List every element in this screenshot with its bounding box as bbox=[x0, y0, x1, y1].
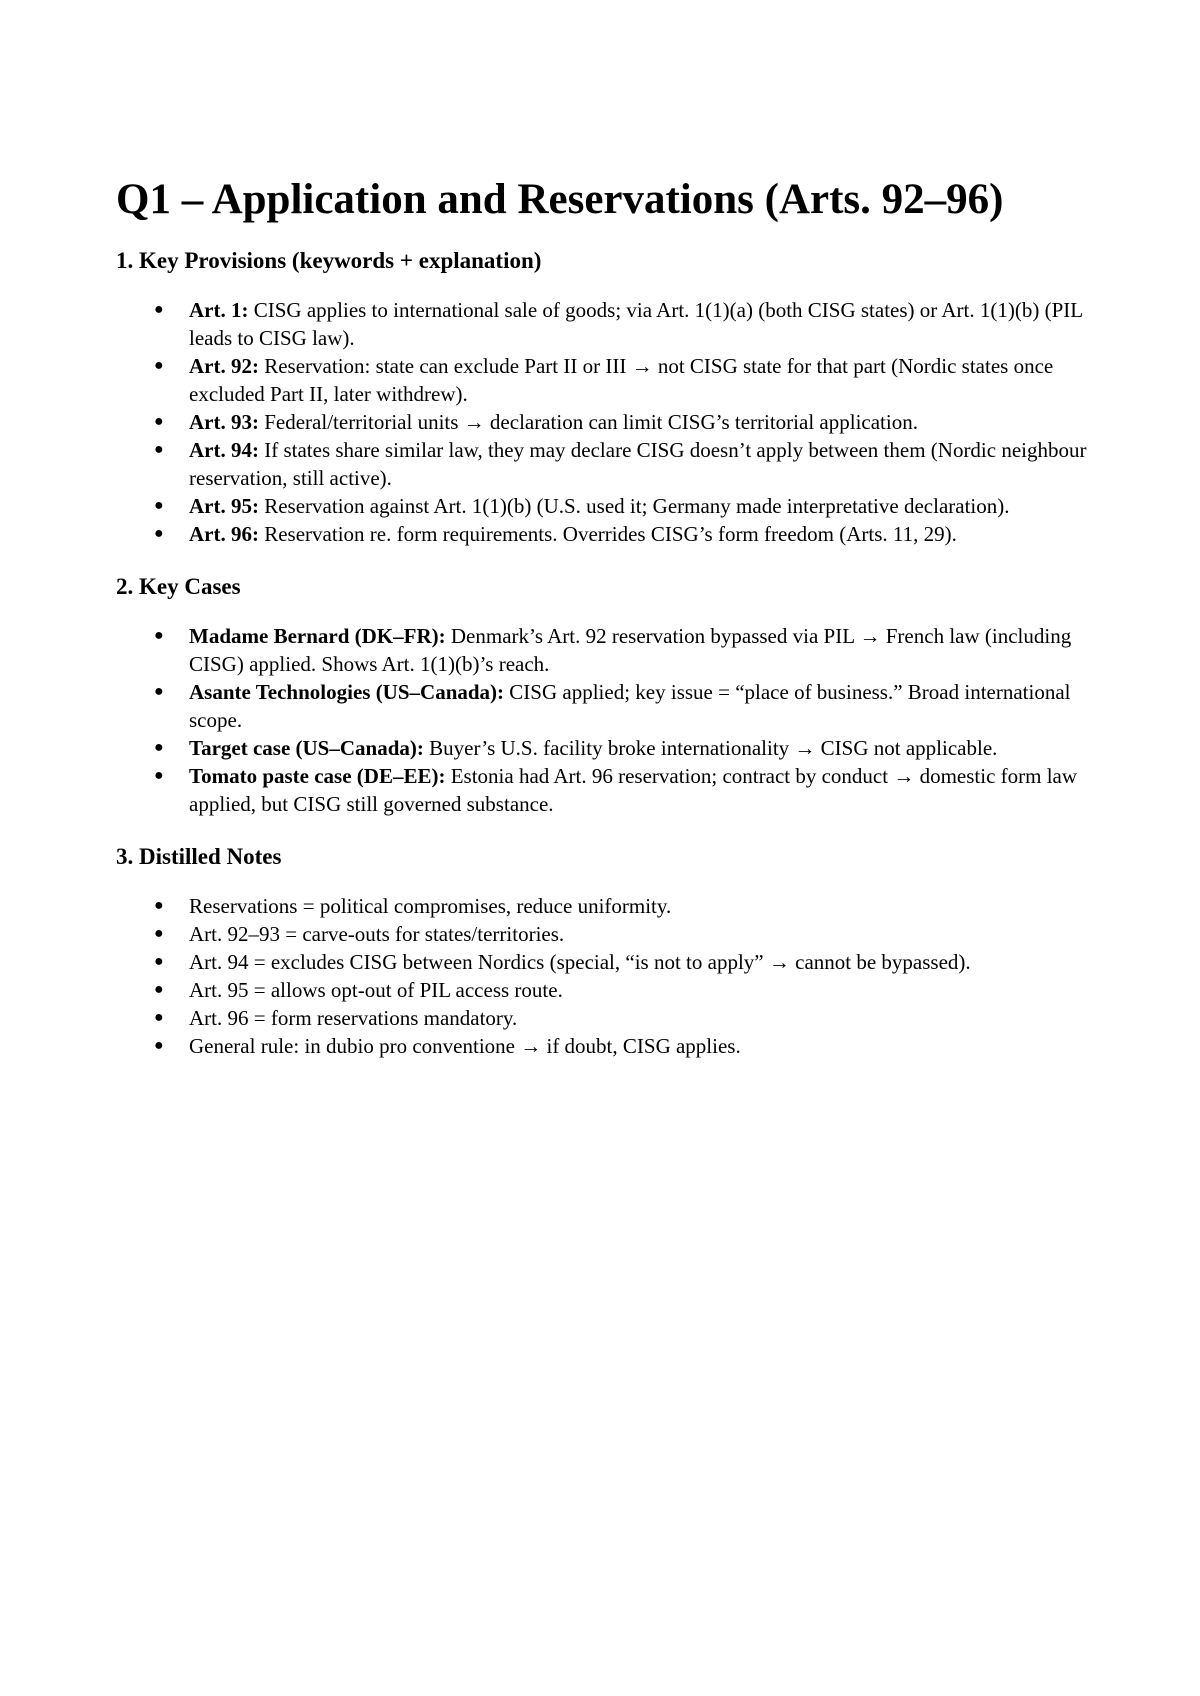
provisions-list bbox=[116, 296, 1096, 548]
bullet-icon: ● bbox=[154, 767, 164, 784]
bullet-icon: ● bbox=[154, 357, 164, 374]
section-heading: 3. Distilled Notes bbox=[116, 844, 282, 869]
item-text: Art. 95 = allows opt-out of PIL access route. bbox=[189, 978, 563, 1002]
item-label: Art. 93: bbox=[189, 410, 259, 434]
document-title: Q1 – Application and Reservations (Arts. 92–96) bbox=[116, 176, 1004, 223]
bullet-icon: ● bbox=[154, 981, 164, 998]
list-item bbox=[116, 352, 1096, 408]
item-text: Reservation re. form requirements. Overrides CISG’s form freedom (Arts. 11, 29). bbox=[258, 522, 957, 546]
item-label: Target case (US–Canada): bbox=[189, 736, 424, 760]
bullet-icon: ● bbox=[154, 413, 164, 430]
item-text: Buyer’s U.S. facility broke internationality → CISG not applicable. bbox=[423, 736, 998, 760]
cases-list bbox=[116, 622, 1096, 818]
section-heading: 1. Key Provisions (keywords + explanation) bbox=[116, 248, 542, 273]
list-item bbox=[116, 976, 1096, 1004]
bullet-icon: ● bbox=[154, 953, 164, 970]
list-item bbox=[116, 734, 1096, 762]
item-text: Art. 92–93 = carve-outs for states/territories. bbox=[189, 922, 565, 946]
item-text: CISG applies to international sale of goods; via Art. 1(1)(a) (both CISG states) or Art. 1(1)(b) (PIL leads to CISG law). bbox=[189, 298, 1083, 350]
item-text: Reservation: state can exclude Part II or III → not CISG state for that part (Nordic states once excluded Part II, later withdrew). bbox=[189, 354, 1054, 406]
section-heading: 2. Key Cases bbox=[116, 574, 241, 599]
item-text: CISG applied; key issue = “place of business.” Broad international scope. bbox=[189, 680, 1071, 732]
bullet-icon: ● bbox=[154, 739, 164, 756]
notes-list bbox=[116, 892, 1096, 1060]
bullet-icon: ● bbox=[154, 627, 164, 644]
section-distilled-notes bbox=[116, 842, 1096, 1060]
list-item bbox=[116, 920, 1096, 948]
item-label: Art. 96: bbox=[189, 522, 259, 546]
item-text: Reservation against Art. 1(1)(b) (U.S. used it; Germany made interpretative declaration). bbox=[258, 494, 1010, 518]
item-text: Federal/territorial units → declaration can limit CISG’s territorial application. bbox=[258, 410, 918, 434]
list-item bbox=[116, 296, 1096, 352]
item-text: Denmark’s Art. 92 reservation bypassed via PIL → French law (including CISG) applied. Shows Art. 1(1)(b)’s reach. bbox=[189, 624, 1072, 676]
bullet-icon: ● bbox=[154, 683, 164, 700]
item-label: Art. 1: bbox=[189, 298, 249, 322]
item-text: Reservations = political compromises, reduce uniformity. bbox=[189, 894, 672, 918]
bullet-icon: ● bbox=[154, 525, 164, 542]
item-label: Art. 92: bbox=[189, 354, 259, 378]
bullet-icon: ● bbox=[154, 1009, 164, 1026]
list-item bbox=[116, 948, 1096, 976]
list-item bbox=[116, 1032, 1096, 1060]
bullet-icon: ● bbox=[154, 897, 164, 914]
list-item bbox=[116, 1004, 1096, 1032]
list-item bbox=[116, 492, 1096, 520]
item-text: If states share similar law, they may declare CISG doesn’t apply between them (Nordic neighbour reservation, still active). bbox=[189, 438, 1087, 490]
item-label: Art. 95: bbox=[189, 494, 259, 518]
item-text: Art. 94 = excludes CISG between Nordics (special, “is not to apply” → cannot be bypassed). bbox=[189, 950, 971, 974]
list-item bbox=[116, 622, 1096, 678]
bullet-icon: ● bbox=[154, 441, 164, 458]
list-item bbox=[116, 762, 1096, 818]
item-label: Art. 94: bbox=[189, 438, 259, 462]
item-label: Asante Technologies (US–Canada): bbox=[189, 680, 505, 704]
section-key-provisions bbox=[116, 246, 1096, 548]
list-item bbox=[116, 678, 1096, 734]
bullet-icon: ● bbox=[154, 497, 164, 514]
section-key-cases bbox=[116, 572, 1096, 818]
list-item bbox=[116, 436, 1096, 492]
list-item bbox=[116, 520, 1096, 548]
item-text: Art. 96 = form reservations mandatory. bbox=[189, 1006, 518, 1030]
item-text: General rule: in dubio pro conventione → if doubt, CISG applies. bbox=[189, 1034, 741, 1058]
item-text: Estonia had Art. 96 reservation; contract by conduct → domestic form law applied, but CISG still governed substance. bbox=[189, 764, 1078, 816]
item-label: Madame Bernard (DK–FR): bbox=[189, 624, 446, 648]
list-item bbox=[116, 892, 1096, 920]
item-label: Tomato paste case (DE–EE): bbox=[189, 764, 446, 788]
bullet-icon: ● bbox=[154, 925, 164, 942]
bullet-icon: ● bbox=[154, 1037, 164, 1054]
document-page bbox=[116, 170, 1096, 1084]
bullet-icon: ● bbox=[154, 301, 164, 318]
list-item bbox=[116, 408, 1096, 436]
